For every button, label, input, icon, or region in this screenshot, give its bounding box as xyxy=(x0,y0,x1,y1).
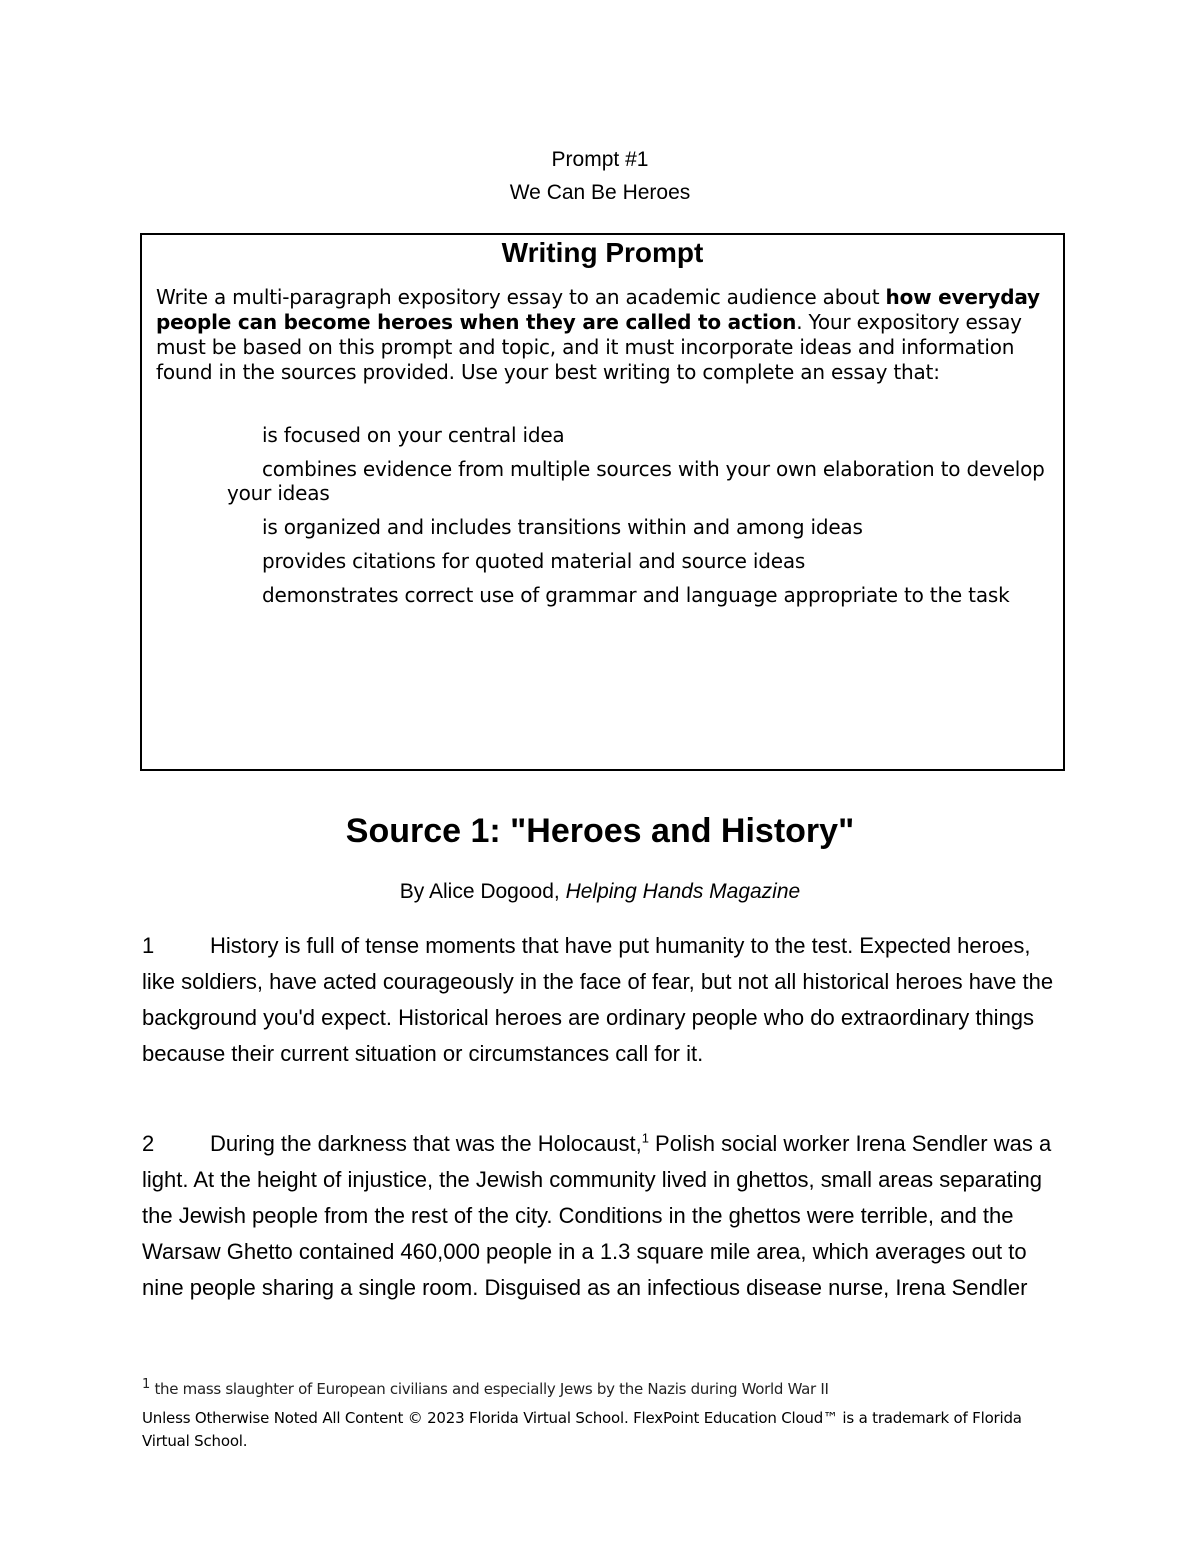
writing-prompt-title: Writing Prompt xyxy=(501,237,704,268)
source-byline xyxy=(0,880,1200,904)
requirement-item: is focused on your central idea xyxy=(262,423,565,447)
footnote xyxy=(142,1377,1067,1398)
prompt-intro-continued: . Your expository essay must be based on this prompt and topic, and it must incorporate ideas and information found in the sources provided. Use your best writing to complete an essay that: xyxy=(156,310,1022,384)
paragraph-text: History is full of tense moments that have put humanity to the test. Expected heroes, like soldiers, have acted courageously in the face of fear, but not all historical heroes have the background you'd expect. Historical heroes are ordinary people who do extraordinary things because their current situation or circumstances call for it. xyxy=(142,933,1054,1066)
copyright-notice: Unless Otherwise Noted All Content © 2023 Florida Virtual School. FlexPoint Education Cloud™ is a trademark of Florida Virtual School. xyxy=(142,1409,1022,1450)
byline-publication: Helping Hands Magazine xyxy=(565,880,801,903)
paragraph-number: 1 xyxy=(142,933,155,958)
paragraph-number: 2 xyxy=(142,1131,155,1156)
requirement-item: provides citations for quoted material and source ideas xyxy=(262,549,806,573)
writing-prompt-box xyxy=(140,233,1065,771)
footnote-marker: 1 xyxy=(142,1377,150,1392)
paragraph-text: During the darkness that was the Holocaust, xyxy=(210,1131,642,1156)
prompt-subtitle: We Can Be Heroes xyxy=(509,181,691,204)
prompt-number: Prompt #1 xyxy=(551,148,649,171)
byline-author: By Alice Dogood, xyxy=(399,880,566,903)
footnote-reference[interactable]: 1 xyxy=(641,1130,649,1146)
source-paragraph-2 xyxy=(142,1126,1067,1306)
essay-requirements-list xyxy=(227,423,1047,617)
writing-prompt-instructions xyxy=(156,285,1056,385)
requirement-item: combines evidence from multiple sources with your own elaboration to develop your ideas xyxy=(227,457,1045,505)
requirement-item: is organized and includes transitions within and among ideas xyxy=(262,515,863,539)
source-title: Source 1: "Heroes and History" xyxy=(345,812,855,850)
requirement-item: demonstrates correct use of grammar and language appropriate to the task xyxy=(262,583,1010,607)
prompt-intro-text: Write a multi-paragraph expository essay to an academic audience about xyxy=(156,285,886,309)
paragraph-text-continued: Polish social worker Irena Sendler was a light. At the height of injustice, the Jewish community lived in ghettos, small areas separating the Jewish people from the rest of the city. Conditions in the ghettos were terrible, and the Warsaw Ghetto contained 460,000 people in a 1.3 square mile area, which averages out to nine people sharing a single room. Disguised as an infectious disease nurse, Irena Sendler xyxy=(142,1131,1052,1300)
prompt-topic-bold: how everyday people can become heroes when they are called to action xyxy=(156,285,1040,334)
footnote-text: the mass slaughter of European civilians and especially Jews by the Nazis during World War II xyxy=(149,1380,829,1398)
source-paragraph-1 xyxy=(142,928,1067,1072)
